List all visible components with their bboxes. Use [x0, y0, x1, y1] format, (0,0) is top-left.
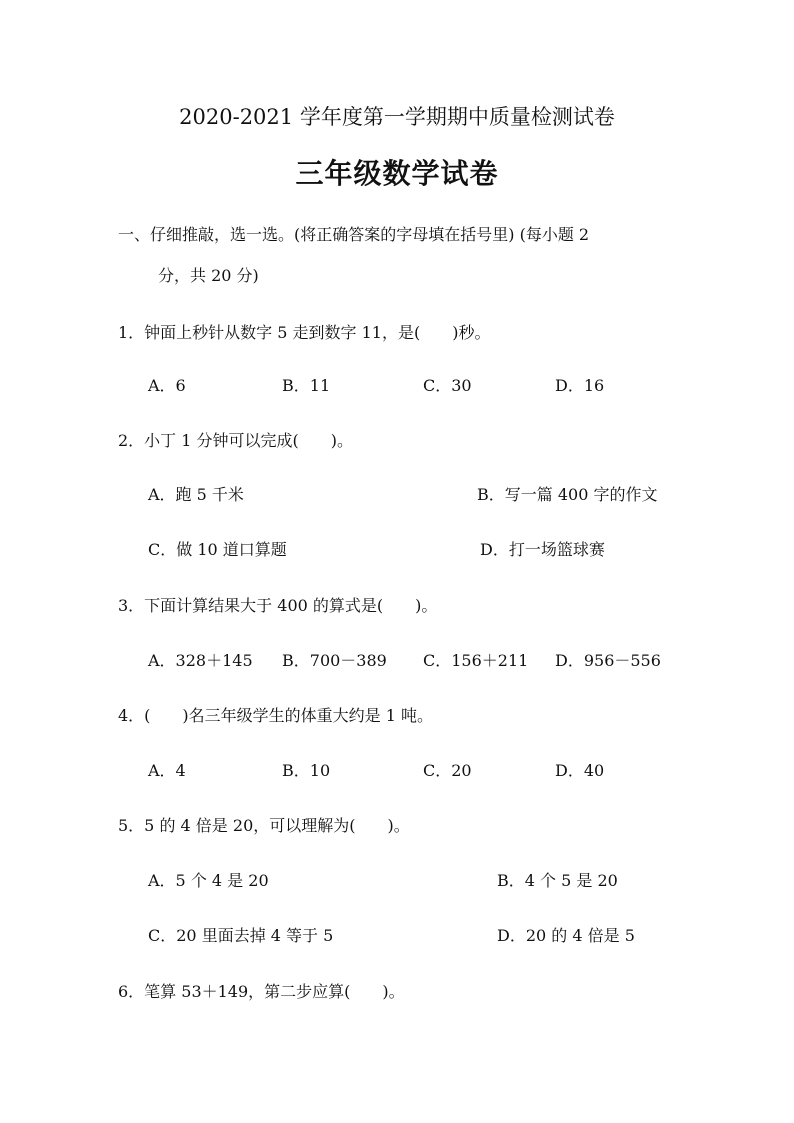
- question-3-option-b: B．700－389: [282, 651, 387, 670]
- question-5-option-a: A．5 个 4 是 20: [148, 871, 269, 890]
- section-heading-line2: 分，共 20 分): [158, 266, 259, 285]
- question-1-option-c: C．30: [423, 376, 472, 395]
- question-5-option-d: D．20 的 4 倍是 5: [497, 926, 635, 945]
- question-5-stem: 5．5 的 4 倍是 20，可以理解为( )。: [118, 816, 410, 835]
- question-2-option-b: B．写一篇 400 字的作文: [477, 485, 658, 504]
- question-4-stem: 4．( )名三年级学生的体重大约是 1 吨。: [118, 706, 434, 725]
- question-2-stem: 2．小丁 1 分钟可以完成( )。: [118, 431, 354, 450]
- exam-title: 2020-2021 学年度第一学期期中质量检测试卷: [179, 105, 615, 129]
- question-3-stem: 3．下面计算结果大于 400 的算式是( )。: [118, 596, 438, 615]
- question-2-option-a: A．跑 5 千米: [148, 485, 244, 504]
- question-3-option-c: C．156＋211: [423, 651, 529, 670]
- question-4-option-b: B．10: [282, 761, 331, 780]
- question-5-option-b: B．4 个 5 是 20: [497, 871, 618, 890]
- question-4-option-c: C．20: [423, 761, 472, 780]
- section-heading-line1: 一、仔细推敲，选一选。(将正确答案的字母填在括号里) (每小题 2: [118, 225, 590, 244]
- question-1-stem: 1．钟面上秒针从数字 5 走到数字 11，是( )秒。: [118, 323, 491, 342]
- question-1-option-a: A．6: [148, 376, 186, 395]
- question-1-option-d: D．16: [555, 376, 605, 395]
- page-title: 三年级数学试卷: [295, 157, 499, 190]
- question-2-option-c: C．做 10 道口算题: [148, 540, 287, 559]
- question-4-option-a: A．4: [148, 761, 186, 780]
- question-6-stem: 6．笔算 53＋149，第二步应算( )。: [118, 982, 405, 1001]
- question-3-option-d: D．956－556: [555, 651, 661, 670]
- question-3-option-a: A．328＋145: [148, 651, 253, 670]
- question-1-option-b: B．11: [282, 376, 331, 395]
- question-5-option-c: C．20 里面去掉 4 等于 5: [148, 926, 334, 945]
- question-2-option-d: D．打一场篮球赛: [480, 540, 605, 559]
- question-4-option-d: D．40: [555, 761, 605, 780]
